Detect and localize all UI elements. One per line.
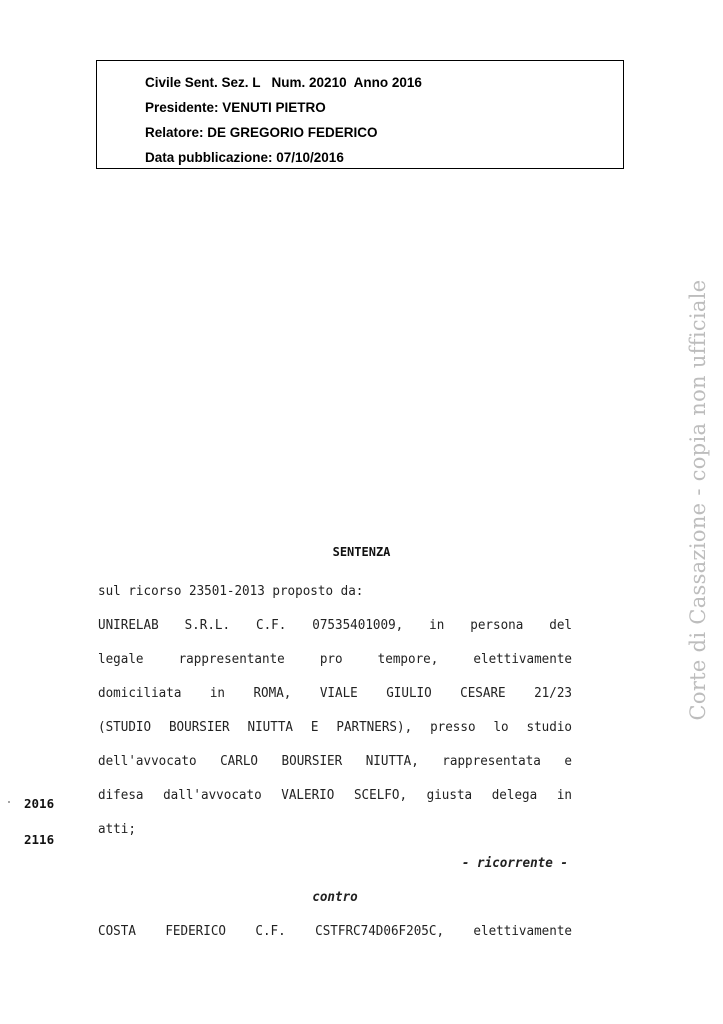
document-title: SENTENZA (332, 545, 391, 559)
party-role-appellant: - ricorrente - (461, 854, 568, 871)
watermark: Corte di Cassazione - copia non ufficiale (686, 279, 710, 721)
header-publication-date: Data pubblicazione: 07/10/2016 (145, 150, 344, 165)
margin-note-number: 2116 (24, 832, 55, 847)
body-line: domiciliata in ROMA, VIALE GIULIO CESARE 21/23 (98, 684, 572, 701)
document-header-box (96, 60, 624, 169)
header-section-number: Civile Sent. Sez. L Num. 20210 Anno 2016 (145, 75, 422, 90)
party-separator-contro: contro (312, 888, 358, 905)
body-line: UNIRELAB S.R.L. C.F. 07535401009, in persona del (98, 616, 572, 633)
body-line: atti; (98, 820, 136, 837)
document-body (98, 576, 572, 950)
scan-speck (8, 801, 10, 803)
body-line: legale rappresentante pro tempore, elettivamente (98, 650, 572, 667)
header-president: Presidente: VENUTI PIETRO (145, 100, 326, 115)
body-line: (STUDIO BOURSIER NIUTTA E PARTNERS), presso lo studio (98, 718, 572, 735)
header-rapporteur: Relatore: DE GREGORIO FEDERICO (145, 125, 378, 140)
body-line: COSTA FEDERICO C.F. CSTFRC74D06F205C, elettivamente (98, 922, 572, 939)
body-line: difesa dall'avvocato VALERIO SCELFO, giusta delega in (98, 786, 572, 803)
body-line: sul ricorso 23501-2013 proposto da: (98, 582, 364, 599)
body-line: dell'avvocato CARLO BOURSIER NIUTTA, rappresentata e (98, 752, 572, 769)
margin-note-year: 2016 (24, 796, 55, 811)
